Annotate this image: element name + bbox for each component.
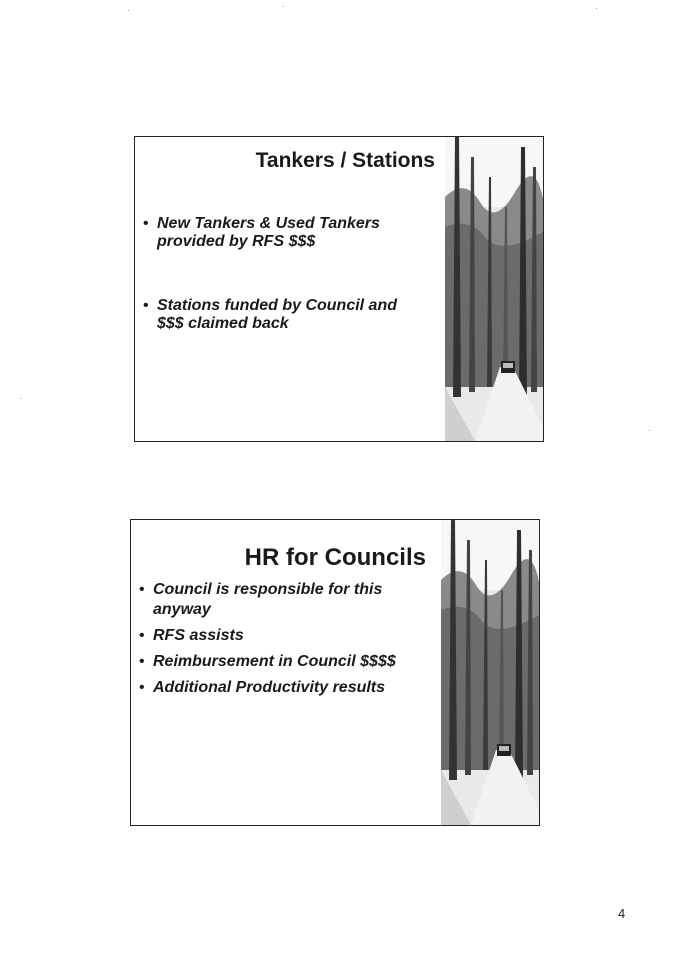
bullet-text: New Tankers & Used Tankers provided by RFS $$$ — [157, 215, 380, 250]
scan-speck — [20, 398, 21, 399]
list-item — [139, 626, 443, 646]
bullet-icon: • — [143, 215, 149, 232]
bullet-icon: • — [139, 627, 145, 644]
page-number: 4 — [618, 906, 626, 921]
bullet-icon: • — [143, 297, 149, 314]
forest-road-photo-icon — [441, 520, 539, 825]
list-item — [143, 215, 427, 251]
bullet-text: RFS assists — [153, 627, 244, 644]
bullet-text: Additional Productivity results — [153, 679, 386, 696]
scan-speck — [596, 8, 597, 9]
forest-road-photo-icon — [445, 137, 543, 441]
slide-tankers-stations — [134, 136, 544, 442]
slide-title: Tankers / Stations — [255, 149, 435, 172]
bullet-text: Council is responsible for this anyway — [153, 581, 383, 618]
slide-hr-for-councils — [130, 519, 540, 826]
bullet-icon: • — [139, 679, 145, 696]
scan-speck — [283, 6, 284, 7]
bullet-icon: • — [139, 653, 145, 670]
bullet-text: Stations funded by Council and $$$ claimed back — [157, 297, 397, 332]
bullet-text: Reimbursement in Council $$$$ — [153, 653, 396, 670]
list-item — [143, 297, 427, 333]
scan-speck — [128, 10, 129, 11]
slide-title: HR for Councils — [244, 544, 426, 571]
bullet-list — [139, 580, 443, 704]
list-item — [139, 652, 443, 672]
list-item — [139, 580, 443, 620]
scan-speck — [649, 430, 650, 431]
bullet-icon: • — [139, 581, 145, 598]
bullet-list — [143, 215, 427, 379]
list-item — [139, 678, 443, 698]
